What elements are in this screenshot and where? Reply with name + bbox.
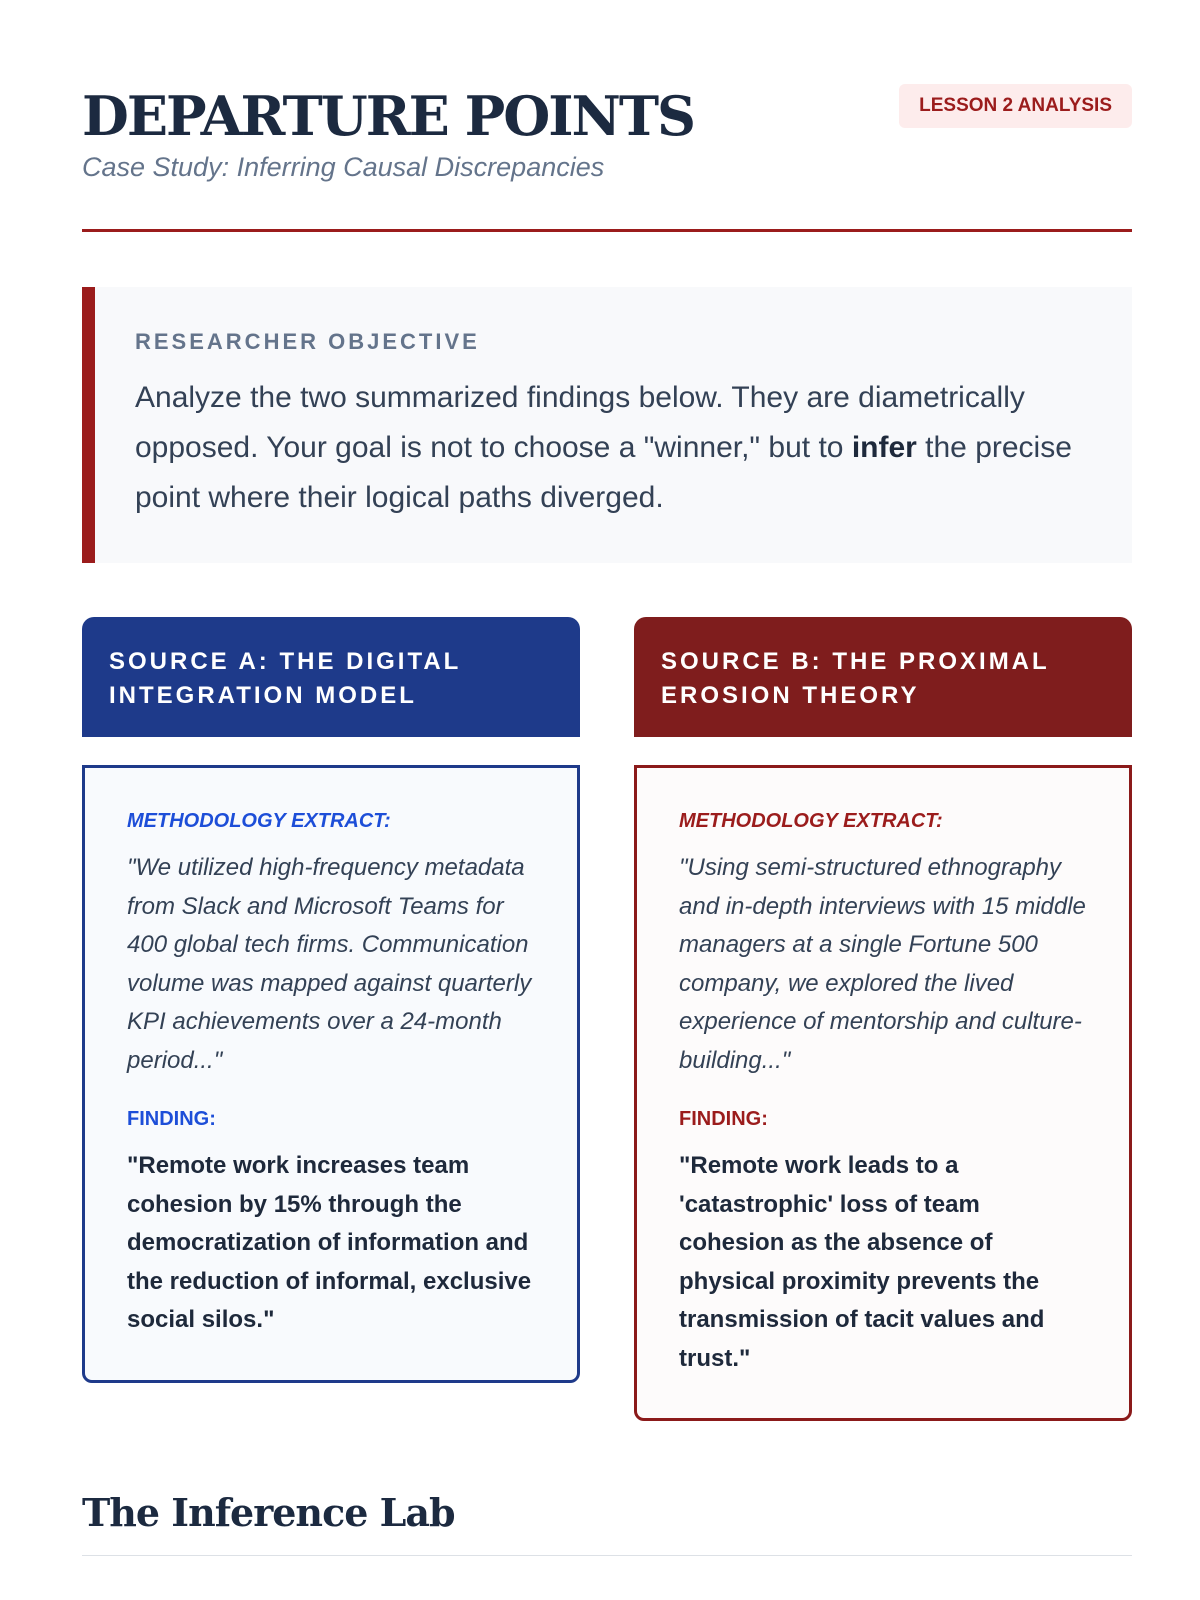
methodology-label: METHODOLOGY EXTRACT: <box>679 810 943 832</box>
objective-text <box>135 373 1092 523</box>
finding-text: "Remote work increases team cohesion by 15% through the democratization of information and the reduction of informal, exclusive social silos." <box>127 1152 532 1333</box>
page-title: DEPARTURE POINTS <box>82 84 695 148</box>
objective-emphasis: infer <box>851 431 917 464</box>
finding-text: "Remote work leads to a 'catastrophic' loss of team cohesion as the absence of physical proximity prevents the transmission of tacit values and trust." <box>679 1152 1045 1372</box>
finding-label: FINDING: <box>679 1108 768 1130</box>
researcher-objective <box>82 287 1132 563</box>
methodology-quote: "We utilized high-frequency metadata from Slack and Microsoft Teams for 400 global tech firms. Communication volume was mapped against quarterly KPI achievements over a 24-month period..." <box>127 854 532 1074</box>
footer-divider <box>82 1555 1132 1556</box>
source-b-card <box>634 617 1132 1421</box>
source-b-body <box>634 765 1132 1421</box>
source-b-title: SOURCE B: THE PROXIMAL EROSION THEORY <box>634 617 1132 737</box>
methodology-label: METHODOLOGY EXTRACT: <box>127 810 391 832</box>
source-a-body <box>82 765 580 1383</box>
header-divider <box>82 229 1132 232</box>
page-subtitle: Case Study: Inferring Causal Discrepancies <box>82 152 605 182</box>
footer-brand: The Inference Lab <box>82 1490 455 1535</box>
objective-text-part: the precise point where their logical paths diverged. <box>135 431 1072 514</box>
objective-text-part: Analyze the two summarized findings below. They are diametrically opposed. Your goal is not to choose a "winner," but to <box>135 381 1025 464</box>
lesson-badge: LESSON 2 ANALYSIS <box>899 84 1132 128</box>
source-a-card <box>82 617 580 1383</box>
objective-label: RESEARCHER OBJECTIVE <box>135 329 480 354</box>
finding-label: FINDING: <box>127 1108 216 1130</box>
methodology-quote: "Using semi-structured ethnography and in-depth interviews with 15 middle managers at a single Fortune 500 company, we explored the lived experience of mentorship and culture-building..." <box>679 854 1086 1074</box>
source-a-title: SOURCE A: THE DIGITAL INTEGRATION MODEL <box>82 617 580 737</box>
